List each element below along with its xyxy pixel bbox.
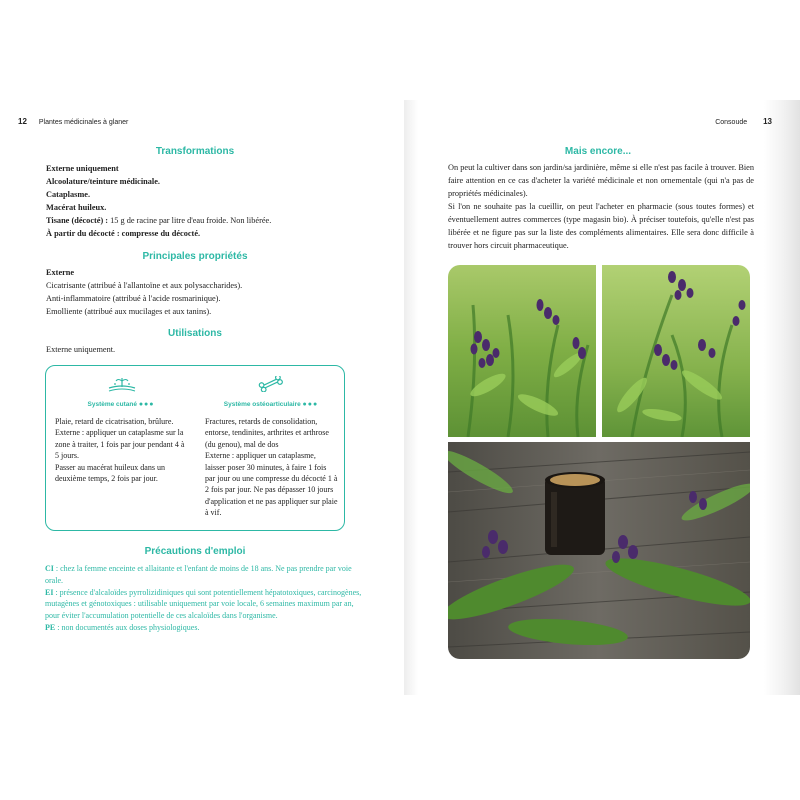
transformations-line: Macérat huileux. xyxy=(46,203,107,212)
skin-paragraph: Plaie, retard de cicatrisation, brûlure. xyxy=(55,417,174,426)
ci-text: : chez la femme enceinte et allaitante et l'enfant de moins de 18 ans. Ne pas prendre par voie orale. xyxy=(45,564,352,585)
ci-label: CI xyxy=(45,564,54,573)
page-number-right: 13 xyxy=(763,117,772,126)
section-title-transformations: Transformations xyxy=(155,146,235,157)
running-head-title: Plantes médicinales à glaner xyxy=(38,119,129,126)
section-title-uses: Utilisations xyxy=(168,328,222,339)
ei-label: EI xyxy=(45,587,54,597)
transformations-text xyxy=(46,162,366,240)
properties-line: Externe xyxy=(46,268,75,277)
precautions-text xyxy=(45,563,363,634)
running-head-chapter: Consoude xyxy=(715,119,748,126)
uses-intro: Externe uniquement. xyxy=(46,345,116,354)
transformations-line: Cataplasme. xyxy=(46,190,91,199)
left-page xyxy=(12,100,404,695)
uses-box xyxy=(45,365,345,531)
comfrey-flowers-photo xyxy=(602,265,750,437)
col-text-skin xyxy=(55,416,188,484)
bone-icon xyxy=(258,376,284,392)
transformations-line: À partir du décocté : compresse du décocté. xyxy=(46,229,201,238)
comfrey-flowers-photo xyxy=(448,265,596,437)
col-text-bone xyxy=(205,416,338,519)
rating-dots: ●●● xyxy=(302,401,319,408)
section-title-properties: Principales propriétés xyxy=(142,251,248,262)
col-title-skin-label: Système cutané xyxy=(87,401,137,408)
properties-line: Emolliente (attribué aux mucilages et aux tanins). xyxy=(46,307,212,316)
skin-icon xyxy=(107,375,137,395)
more-text xyxy=(448,161,754,252)
pe-label: PE xyxy=(45,622,56,632)
more-paragraph: On peut la cultiver dans son jardin/sa jardinière, même si elle n'est pas facile à trouver. Bien faire attention en ce cas d'acheter la variété médicinale et non ornementale (qui n'a pas de propriétés médicinales). xyxy=(448,163,754,198)
ei-text: : présence d'alcaloïdes pyrrolizidiniques qui sont potentiellement hépatotoxiques, carcinogènes, mutagènes et génotoxiques : utilisable uniquement par voie locale, 6 semaines maximum par an, pour éviter l'accumulation potentielle de ces alcaloïdes dans l'organisme. xyxy=(45,587,362,621)
col-title-bone-label: Système ostéoarticulaire xyxy=(223,401,301,408)
left-running-head xyxy=(18,117,128,126)
rating-dots: ●●● xyxy=(138,401,155,408)
bone-paragraph: Externe : appliquer un cataplasme, laisser poser 30 minutes, à faire 1 fois par jour ou une compresse du décocté 1 à 2 fois par jour. Ne pas dépasser 10 jours d'application et ne pas appliquer sur plaie à vif. xyxy=(205,451,338,518)
skin-paragraph: Passer au macérat huileux dans un deuxième temps, 2 fois par jour. xyxy=(55,462,165,484)
pe-text: : non documentés aux doses physiologiques. xyxy=(55,622,200,632)
skin-paragraph: Externe : appliquer un cataplasme sur la zone à traiter, 1 fois par jour pendant 4 à 5 jours. xyxy=(55,428,185,461)
book-spread xyxy=(12,100,800,695)
transformations-line: Alcoolature/teinture médicinale. xyxy=(46,177,160,186)
more-paragraph: Si l'on ne souhaite pas la cueillir, on peut l'acheter en pharmacie (sous toutes formes) et éventuellement autres commerces (type magasin bio). À préciser toutefois, qu'elle n'est pas libérée et ne figure pas sur la liste des compléments alimentaires. Elle sera donc difficile à trouver hors circuit pharmaceutique. xyxy=(448,202,754,250)
section-title-more: Mais encore... xyxy=(564,146,632,157)
section-title-precautions: Précautions d'emploi xyxy=(144,546,246,557)
comfrey-flowers-image xyxy=(448,265,596,437)
properties-line: Anti-inflammatoire (attribué à l'acide rosmarinique). xyxy=(46,294,221,303)
page-number-left: 12 xyxy=(18,117,27,126)
comfrey-flowers-image xyxy=(602,265,750,437)
properties-text xyxy=(46,266,366,318)
col-title-bone xyxy=(198,401,344,408)
tisane-label: Tisane (décocté) : xyxy=(46,216,109,225)
bone-paragraph: Fractures, retards de consolidation, entorse, tendinites, arthrites et arthrose (du genou), mal de dos xyxy=(205,417,329,449)
comfrey-salve-jar-photo xyxy=(448,442,750,659)
tisane-text: 15 g de racine par litre d'eau froide. Non libérée. xyxy=(108,216,272,225)
properties-line: Cicatrisante (attribué à l'allantoïne et aux polysaccharides). xyxy=(46,281,243,290)
right-running-head xyxy=(715,117,772,126)
transformations-line: Externe uniquement xyxy=(46,164,119,173)
col-title-skin xyxy=(51,401,191,408)
salve-jar-image xyxy=(448,442,750,659)
right-page xyxy=(404,100,800,695)
